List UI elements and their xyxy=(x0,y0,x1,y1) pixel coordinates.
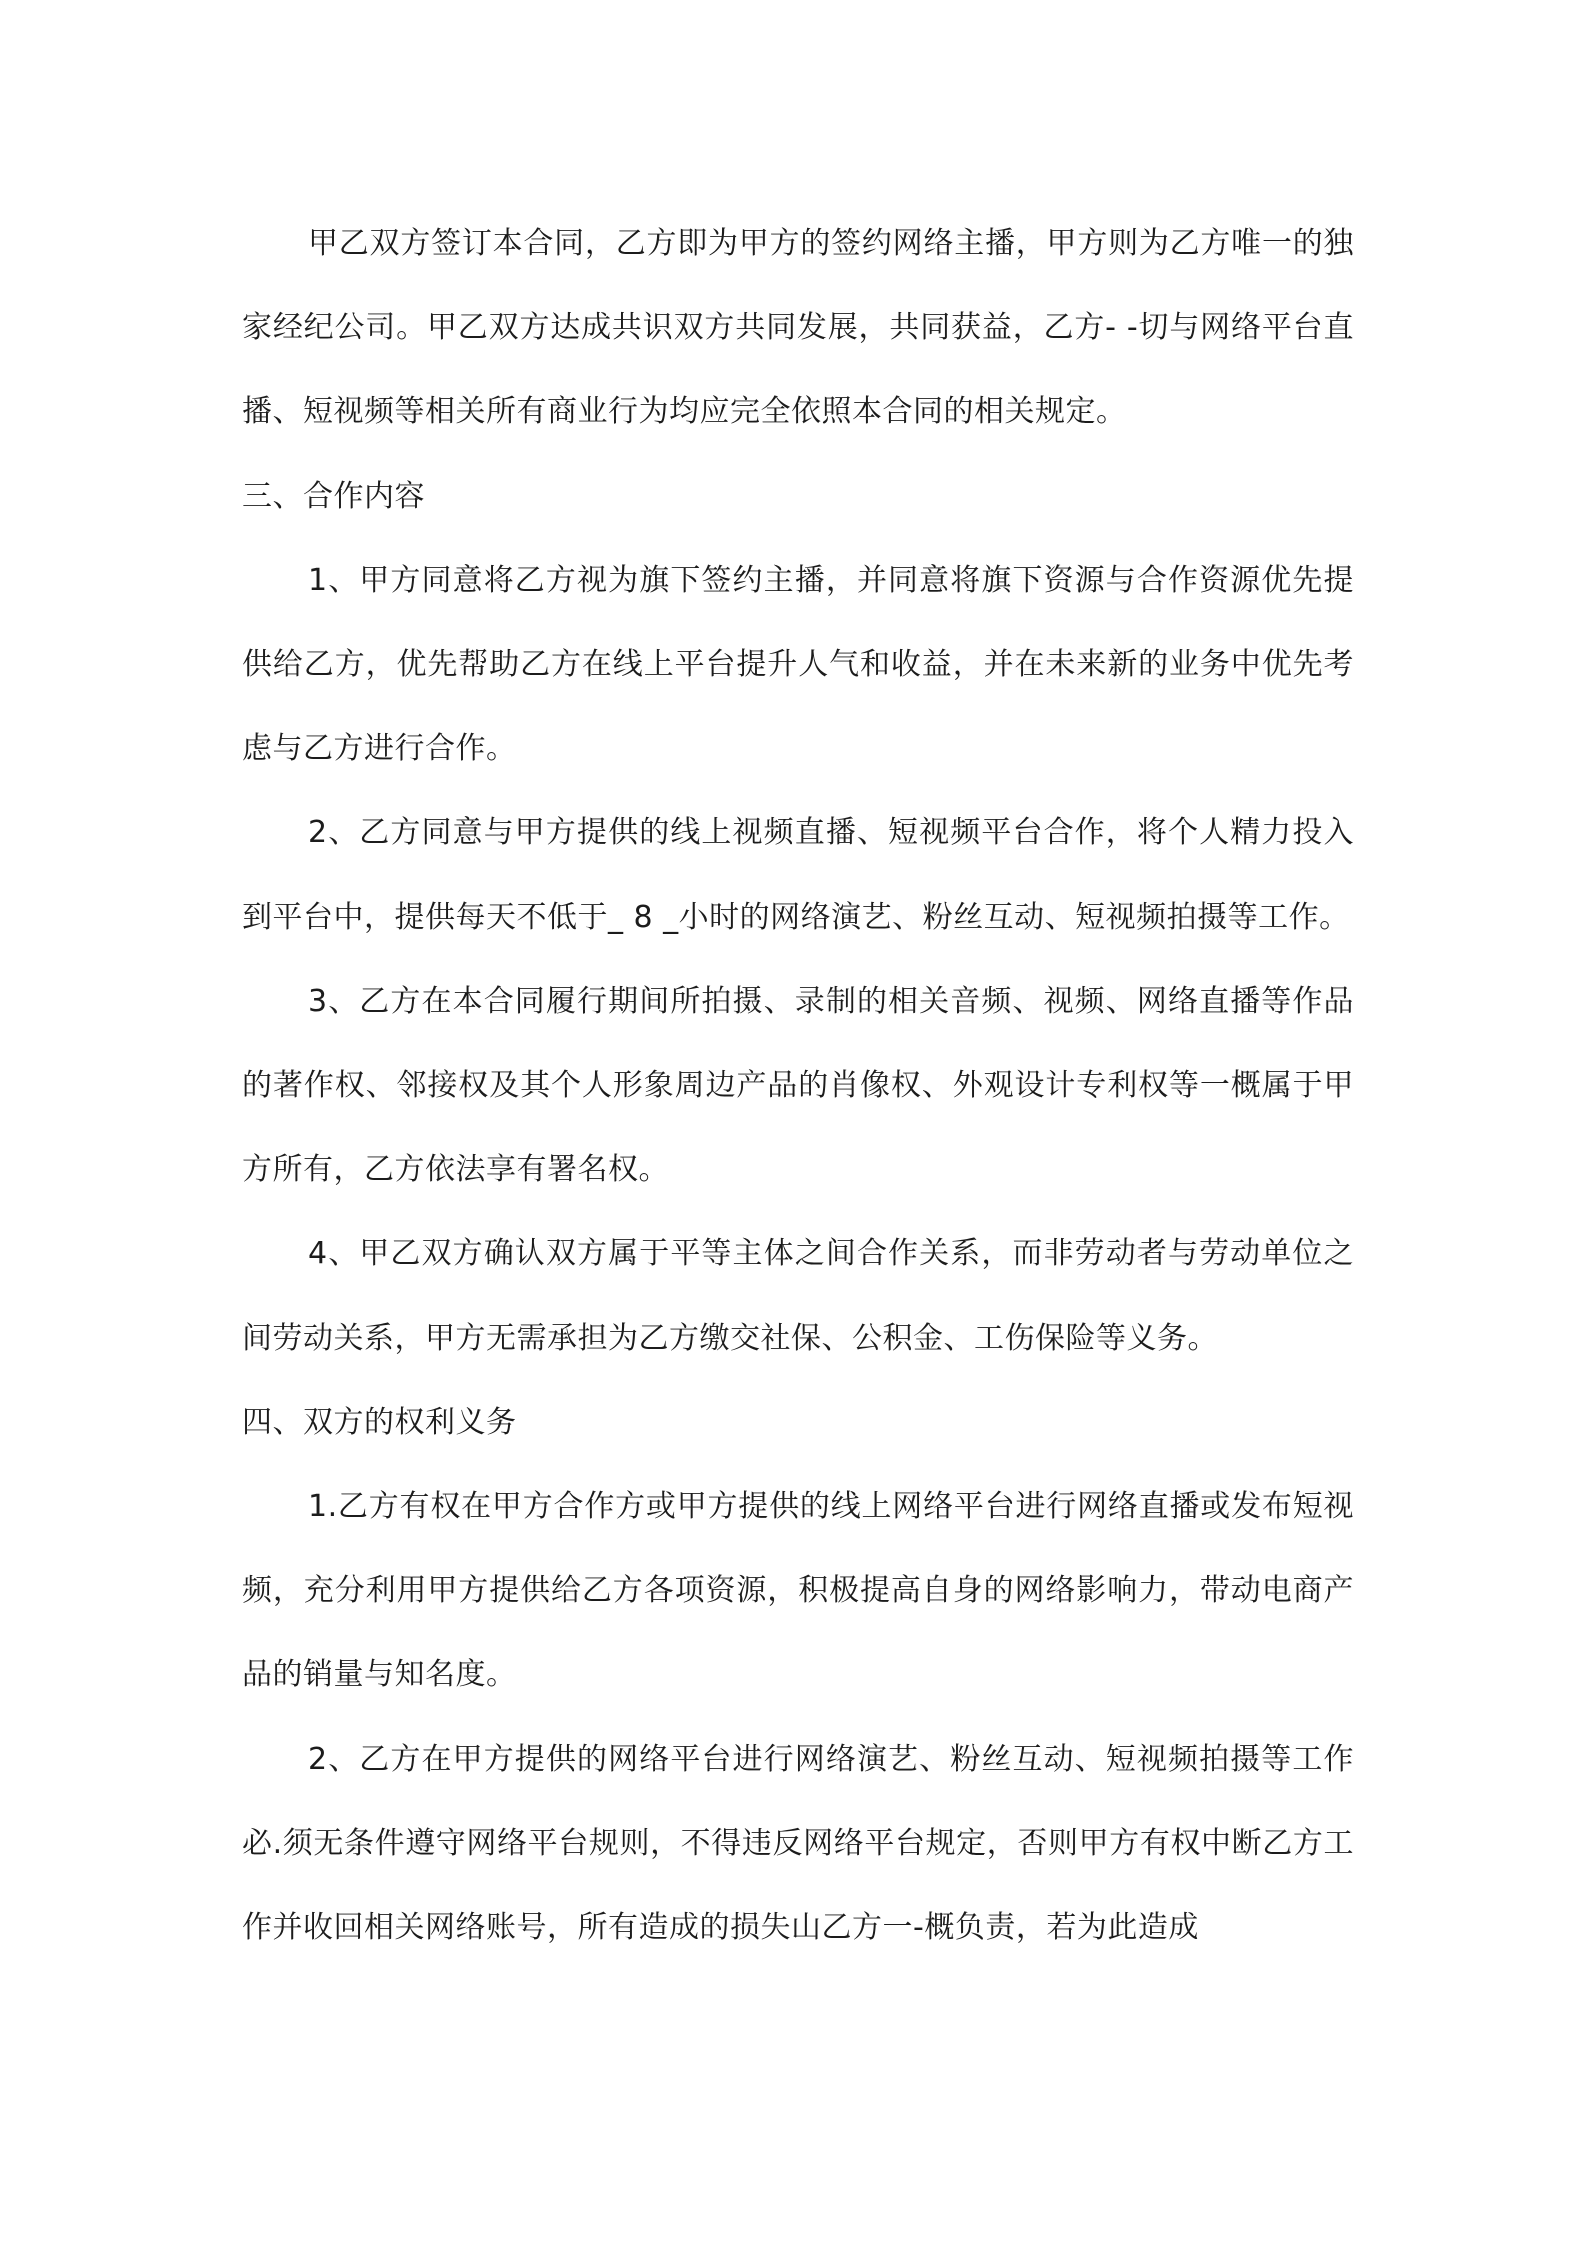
section-heading-rights: 四、双方的权利义务 xyxy=(242,1404,517,1440)
rights-clause-2: 2、乙方在甲方提供的网络平台进行网络演艺、粉丝互动、短视频拍摄等工作必.须无条件遵守网络平台规则，不得违反网络平台规定，否则甲方有权中断乙方工作并收回相关网络账号，所有造成的损失山乙方一-概负责，若为此造成 xyxy=(242,1741,1354,1946)
cooperation-clause-2: 2、乙方同意与甲方提供的线上视频直播、短视频平台合作，将个人精力投入到平台中，提供每天不低于_ 8 _小时的网络演艺、粉丝互动、短视频拍摄等工作。 xyxy=(242,815,1354,935)
intro-paragraph: 甲乙双方签订本合同，乙方即为甲方的签约网络主播，甲方则为乙方唯一的独家经纪公司。甲乙双方达成共识双方共同发展，共同获益，乙方- -切与网络平台直播、短视频等相关所有商业行为均应完全依照本合同的相关规定。 xyxy=(242,226,1354,430)
rights-clause-1: 1.乙方有权在甲方合作方或甲方提供的线上网络平台进行网络直播或发布短视频，充分利用甲方提供给乙方各项资源，积极提高自身的网络影响力，带动电商产品的销量与知名度。 xyxy=(242,1489,1354,1693)
cooperation-clause-3: 3、乙方在本合同履行期间所拍摄、录制的相关音频、视频、网络直播等作品的著作权、邻接权及其个人形象周边产品的肖像权、外观设计专利权等一概属于甲方所有，乙方依法享有署名权。 xyxy=(242,983,1354,1188)
document-body xyxy=(242,202,1354,1970)
cooperation-clause-4: 4、甲乙双方确认双方属于平等主体之间合作关系，而非劳动者与劳动单位之间劳动关系，甲方无需承担为乙方缴交社保、公积金、工伤保险等义务。 xyxy=(242,1236,1354,1356)
cooperation-clause-1: 1、甲方同意将乙方视为旗下签约主播，并同意将旗下资源与合作资源优先提供给乙方，优先帮助乙方在线上平台提升人气和收益，并在未来新的业务中优先考虑与乙方进行合作。 xyxy=(242,562,1354,767)
section-heading-cooperation: 三、合作内容 xyxy=(242,478,425,514)
